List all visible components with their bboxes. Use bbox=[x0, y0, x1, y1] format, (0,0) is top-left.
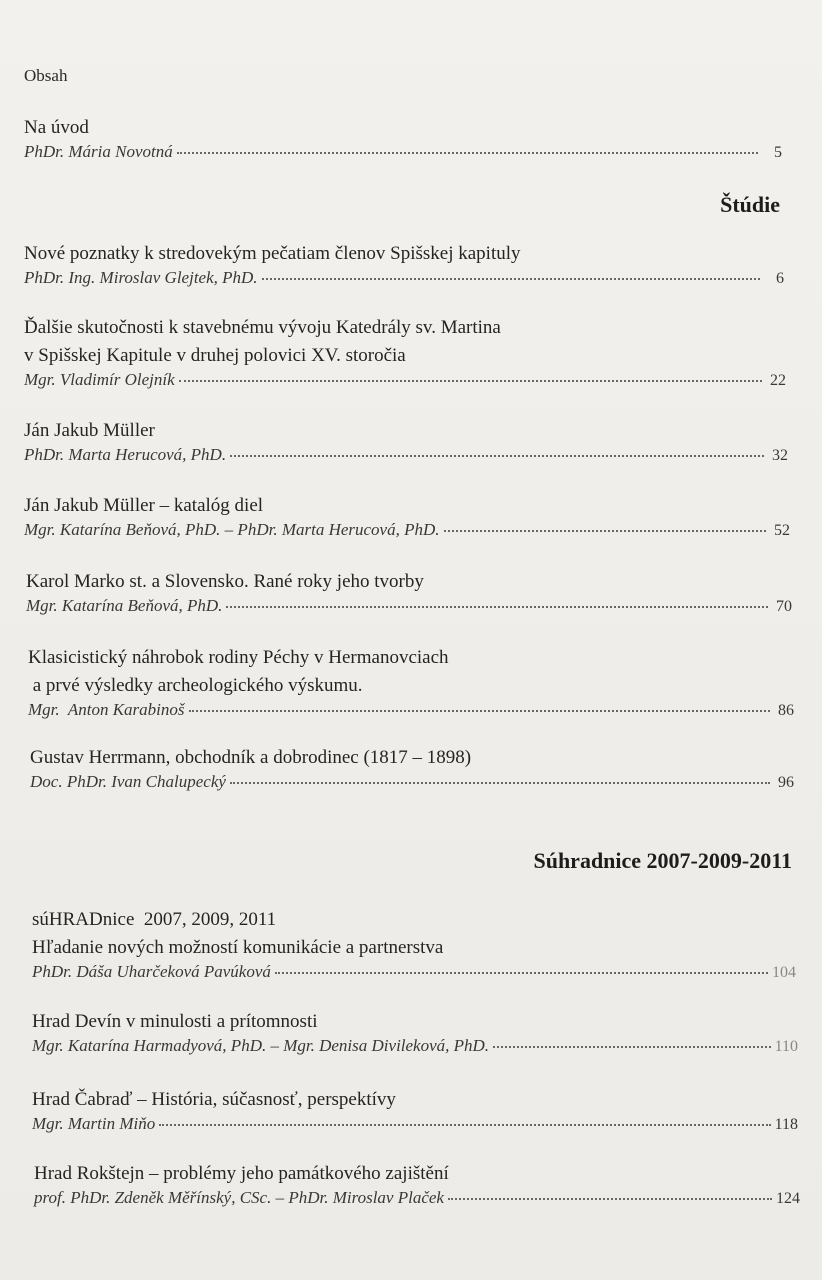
dot-leader bbox=[448, 1197, 772, 1200]
dot-leader bbox=[159, 1123, 770, 1126]
entry-author-line bbox=[32, 962, 796, 988]
dot-leader bbox=[493, 1045, 771, 1048]
entry-title: Ďalšie skutočnosti k stavebnému vývoju Katedrály sv. Martina bbox=[24, 317, 501, 338]
toc-entry-intro bbox=[24, 114, 782, 168]
entry-author-line bbox=[24, 268, 784, 294]
toc-entry bbox=[32, 1008, 798, 1062]
dot-leader bbox=[262, 277, 760, 280]
entry-title: Hrad Rokštejn – problémy jeho památkového zajištění bbox=[34, 1163, 449, 1184]
dot-leader bbox=[444, 529, 766, 532]
entry-title: Ján Jakub Müller – katalóg diel bbox=[24, 495, 264, 516]
entry-title-line-2: a prvé výsledky archeologického výskumu. bbox=[28, 675, 363, 696]
entry-author: Mgr. Anton Karabinoš bbox=[28, 700, 185, 719]
entry-author-line bbox=[28, 700, 794, 726]
entry-page-number: 104 bbox=[772, 964, 796, 981]
entry-author: PhDr. Ing. Miroslav Glejtek, PhD. bbox=[24, 268, 258, 287]
dot-leader bbox=[226, 605, 768, 608]
entry-page-number: 32 bbox=[772, 447, 788, 464]
entry-page-number: 96 bbox=[778, 774, 794, 791]
entry-author: Mgr. Martin Miňo bbox=[32, 1114, 156, 1133]
entry-title: súHRADnice 2007, 2009, 2011 bbox=[32, 909, 277, 930]
toc-entry bbox=[32, 906, 796, 988]
entry-author: Doc. PhDr. Ivan Chalupecký bbox=[30, 772, 226, 791]
dot-leader bbox=[230, 454, 764, 457]
entry-author-line bbox=[30, 772, 794, 798]
entry-author: PhDr. Dáša Uharčeková Pavúková bbox=[32, 962, 271, 981]
dot-leader bbox=[275, 971, 768, 974]
entry-page-number: 52 bbox=[774, 522, 790, 539]
section-heading-studie: Štúdie bbox=[720, 192, 780, 217]
toc-entry bbox=[34, 1160, 800, 1214]
entry-title-line-2: v Spišskej Kapitule v druhej polovici XV. storočia bbox=[24, 345, 406, 366]
entry-author-line bbox=[26, 596, 792, 622]
entry-author-line bbox=[24, 370, 786, 396]
toc-entry bbox=[32, 1086, 798, 1140]
entry-author-line bbox=[32, 1114, 798, 1140]
dot-leader bbox=[179, 379, 762, 382]
entry-author-line bbox=[34, 1188, 800, 1214]
toc-entry bbox=[26, 568, 792, 622]
entry-title: Na úvod bbox=[24, 117, 89, 138]
toc-entry bbox=[24, 240, 784, 294]
toc-entry bbox=[30, 744, 794, 798]
toc-entry bbox=[24, 314, 786, 396]
entry-author: Mgr. Katarína Harmadyová, PhD. – Mgr. Denisa Divileková, PhD. bbox=[32, 1036, 490, 1055]
entry-title: Hrad Čabraď – História, súčasnosť, perspektívy bbox=[32, 1089, 396, 1110]
entry-title: Ján Jakub Müller bbox=[24, 420, 155, 441]
entry-title: Nové poznatky k stredovekým pečatiam členov Spišskej kapituly bbox=[24, 243, 521, 264]
entry-author: prof. PhDr. Zdeněk Měřínský, CSc. – PhDr. Miroslav Plaček bbox=[34, 1188, 444, 1207]
entry-author-line bbox=[32, 1036, 798, 1062]
entry-page-number: 110 bbox=[774, 1038, 798, 1055]
toc-entry bbox=[24, 417, 788, 471]
contents-label: Obsah bbox=[24, 66, 68, 85]
entry-page-number: 124 bbox=[776, 1190, 800, 1207]
entry-page-number: 118 bbox=[774, 1116, 798, 1133]
entry-title: Klasicistický náhrobok rodiny Péchy v Hermanovciach bbox=[28, 647, 449, 668]
dot-leader bbox=[189, 709, 771, 712]
entry-author-line bbox=[24, 445, 788, 471]
entry-author: Mgr. Katarína Beňová, PhD. bbox=[26, 596, 223, 615]
entry-author: Mgr. Vladimír Olejník bbox=[24, 370, 175, 389]
entry-author: PhDr. Marta Herucová, PhD. bbox=[24, 445, 227, 464]
entry-page-number: 6 bbox=[776, 270, 784, 287]
entry-page-number: 22 bbox=[770, 372, 786, 389]
entry-title: Gustav Herrmann, obchodník a dobrodinec (1817 – 1898) bbox=[30, 747, 472, 768]
entry-title-line-2: Hľadanie nových možností komunikácie a partnerstva bbox=[32, 937, 444, 958]
entry-title: Karol Marko st. a Slovensko. Rané roky jeho tvorby bbox=[26, 571, 424, 592]
entry-page-number: 86 bbox=[778, 702, 794, 719]
entry-page-number: 5 bbox=[774, 144, 782, 161]
dot-leader bbox=[177, 151, 758, 154]
entry-author: Mgr. Katarína Beňová, PhD. – PhDr. Marta Herucová, PhD. bbox=[24, 520, 440, 539]
entry-author: PhDr. Mária Novotná bbox=[24, 142, 173, 161]
entry-page-number: 70 bbox=[776, 598, 792, 615]
entry-title: Hrad Devín v minulosti a prítomnosti bbox=[32, 1011, 318, 1032]
entry-author-line bbox=[24, 520, 790, 546]
toc-entry bbox=[24, 492, 790, 546]
toc-entry bbox=[28, 644, 794, 726]
entry-author-line bbox=[24, 142, 782, 168]
section-heading-suhradnice: Súhradnice 2007-2009-2011 bbox=[533, 848, 792, 873]
dot-leader bbox=[230, 781, 770, 784]
